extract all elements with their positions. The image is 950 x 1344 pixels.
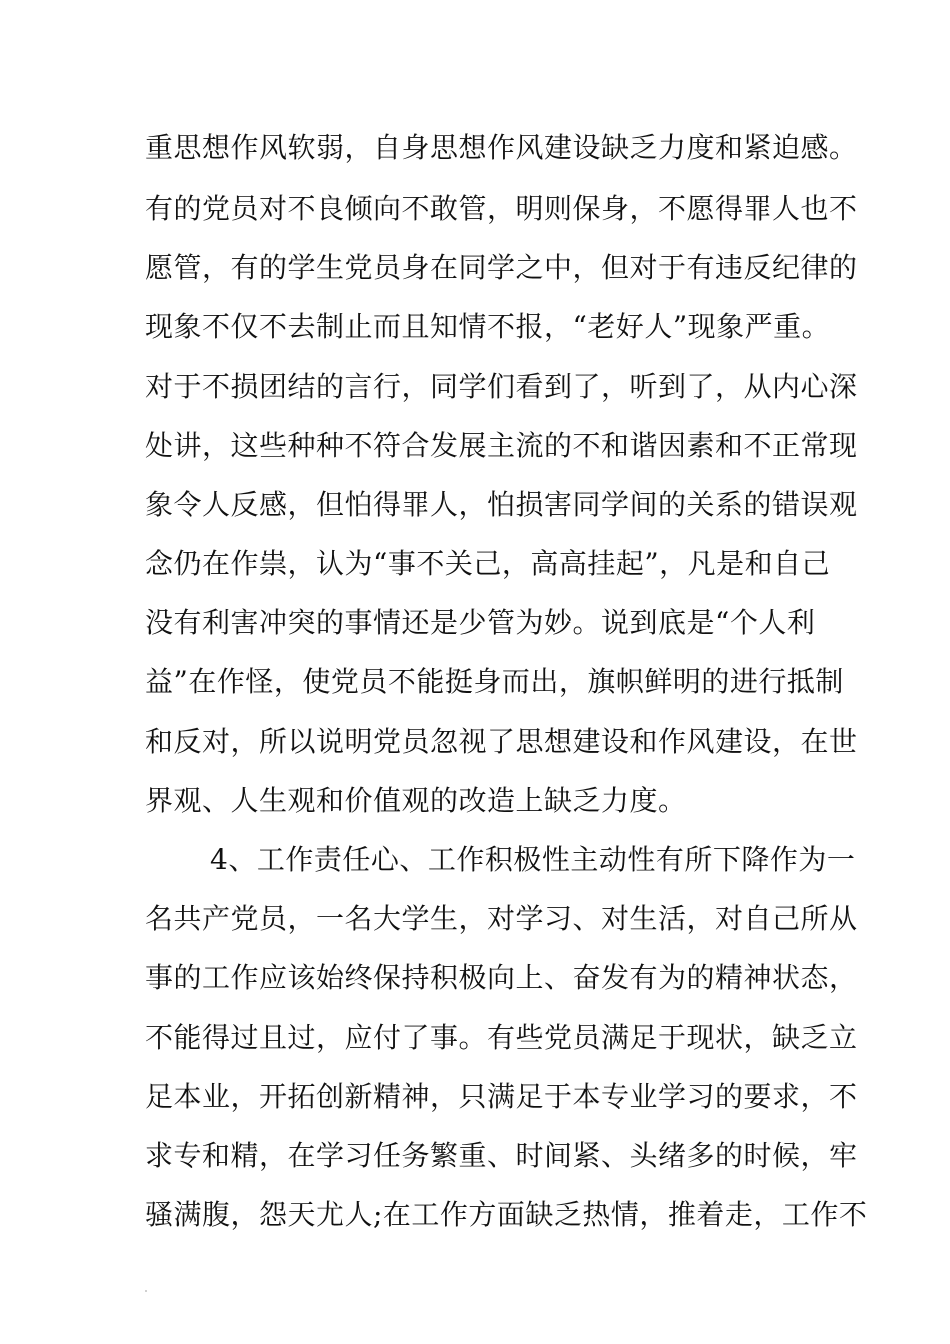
text-line: 没有利害冲突的事情还是少管为妙。说到底是“个人利 <box>145 606 816 639</box>
text-line: 现象不仅不去制止而且知情不报，“老好人”现象严重。 <box>145 310 831 343</box>
text-line: 益”在作怪，使党员不能挺身而出，旗帜鲜明的进行抵制 <box>145 665 844 698</box>
text-line: 事的工作应该始终保持积极向上、奋发有为的精神状态， <box>145 961 858 994</box>
text-line: 足本业，开拓创新精神，只满足于本专业学习的要求，不 <box>145 1080 858 1113</box>
scan-artifact-dot <box>145 1290 147 1292</box>
text-line: 有的党员对不良倾向不敢管，明则保身，不愿得罪人也不 <box>145 192 858 225</box>
text-line: 念仍在作祟，认为“事不关己，高高挂起”，凡是和自己 <box>145 547 831 580</box>
text-line: 对于不损团结的言行，同学们看到了，听到了，从内心深 <box>145 370 858 403</box>
text-line: 重思想作风软弱，自身思想作风建设缺乏力度和紧迫感。 <box>145 131 858 164</box>
text-line: 界观、人生观和价值观的改造上缺乏力度。 <box>145 784 687 817</box>
text-line: 象令人反感，但怕得罪人，怕损害同学间的关系的错误观 <box>145 488 858 521</box>
text-line: 处讲，这些种种不符合发展主流的不和谐因素和不正常现 <box>145 429 858 462</box>
text-line: 和反对，所以说明党员忽视了思想建设和作风建设，在世 <box>145 725 858 758</box>
text-line: 骚满腹，怨天尤人;在工作方面缺乏热情，推着走，工作不 <box>145 1198 868 1231</box>
text-line: 名共产党员，一名大学生，对学习、对生活，对自己所从 <box>145 902 858 935</box>
text-line: 愿管，有的学生党员身在同学之中，但对于有违反纪律的 <box>145 251 858 284</box>
text-line: 不能得过且过，应付了事。有些党员满足于现状，缺乏立 <box>145 1021 858 1054</box>
text-line: 求专和精，在学习任务繁重、时间紧、头绪多的时候，牢 <box>145 1139 858 1172</box>
paragraph-first-line: 4、工作责任心、工作积极性主动性有所下降作为一 <box>210 843 856 876</box>
